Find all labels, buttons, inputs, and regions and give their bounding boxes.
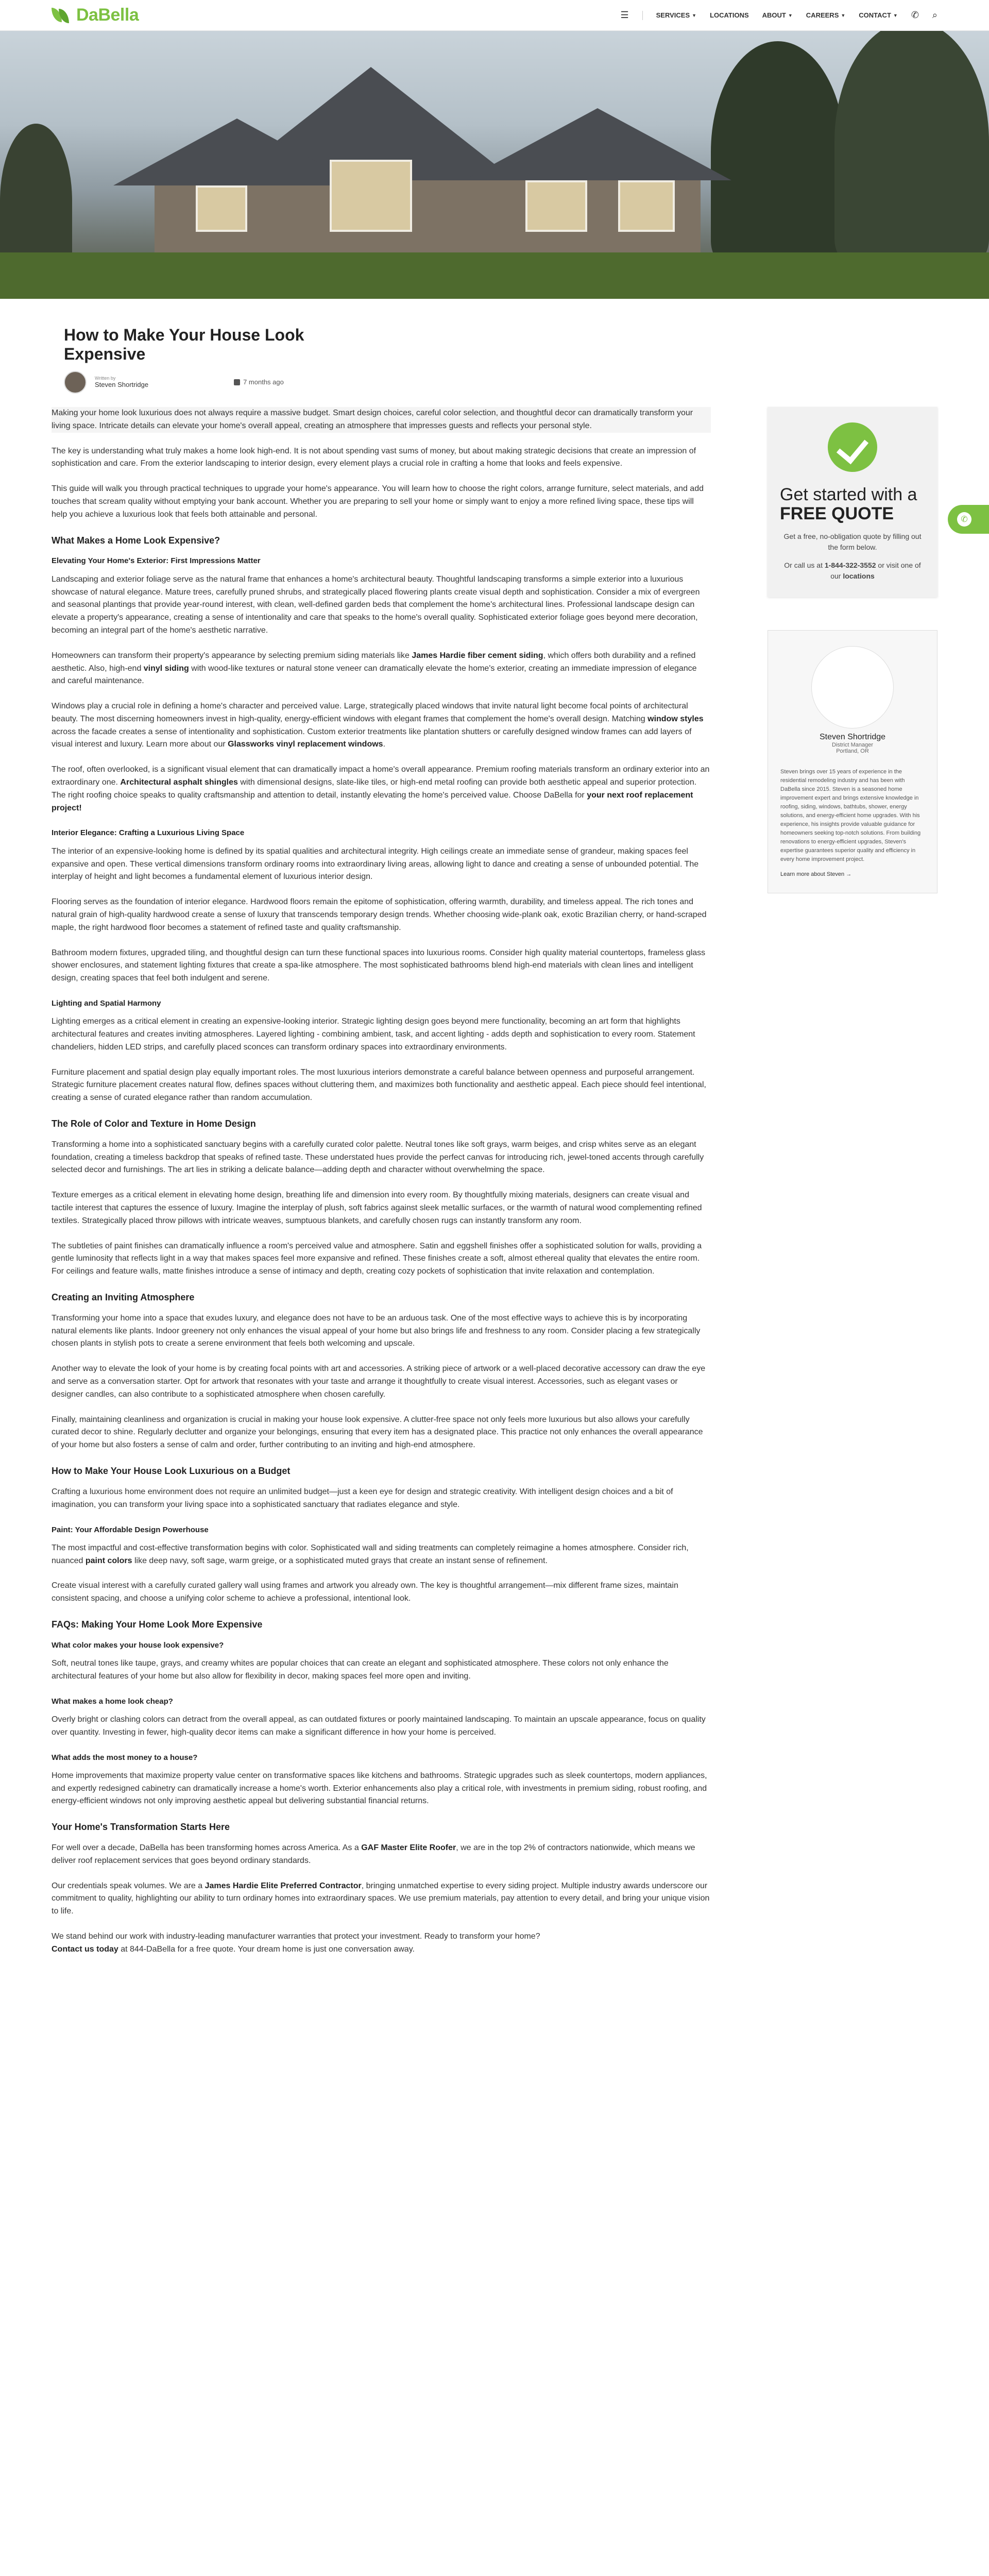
paragraph: Another way to elevate the look of your home is by creating focal points with art and accessories. A striking piece of artwork or a well-placed decorative accessory can draw the eye and serve as a conversation starter. Opt for artwork that resonates with your taste and arrange it thoughtfully to create visual interest. Accessories, such as elegant vases or designer candles, can also contribute to a sophisticated atmosphere when chosen carefully. [52,1364,706,1399]
section-heading: Creating an Inviting Atmosphere [52,1292,195,1302]
page-title: How to Make Your House Look Expensive [64,326,304,363]
text: The roof, often overlooked, is a significant visual element that can dramatically impact a home's overall appearance. Premium roofing materials transform an ordinary exterior into an extraordinary one. [52,765,710,787]
author-bio: Steven brings over 15 years of experience in the residential remodeling industry and has been with DaBella since 2015. Steven is a seasoned home improvement expert and brings extensive knowledge in roofing, siding, windows, bathtubs, shower, energy solutions, and energy-efficient home upgrades. With his experience, his insights provide valuable guidance for homeowners seeking top-notch solutions. From building renovations to energy-efficient upgrades, Steven's expertise guarantees superior quality and efficiency in every home improvement project. [780,768,921,863]
written-by-label: Written by [95,376,116,381]
contact-us-link[interactable]: Contact us today [52,1944,118,1954]
author-photo [811,646,894,728]
paragraph: The interior of an expensive-looking home is defined by its spatial qualities and architectural integrity. High ceilings create an immediate sense of grandeur, making spaces feel expansive and open. These vertical dimensions transform ordinary rooms into extraordinary living areas, allowing light to dance and creating a sense of unbounded potential. The interplay of height and light becomes a fundamental element of luxurious interior design. [52,846,699,882]
paragraph [52,700,711,751]
post-date [234,378,284,386]
nav-label: ABOUT [762,11,786,19]
paragraph: Flooring serves as the foundation of interior elegance. Hardwood floors remain the epitome of sophistication, offering warmth, durability, and timeless appeal. The rich tones and natural grain of high-quality hardwood create a sense of luxury that transcends temporary design trends. Whether choosing wide-plank oak, exotic Brazilian cherry, or hand-scraped maple, the right hardwood floor becomes a statement of refined taste and quality craftsmanship. [52,897,707,932]
paragraph: Crafting a luxurious home environment does not require an unlimited budget—just a keen eye for design and strategic creativity. With intelligent design choices and a bit of imagination, you can transform your living space into a sophisticated sanctuary that radiates elegance and style. [52,1487,673,1509]
vinyl-siding-link[interactable]: vinyl siding [143,664,189,673]
section-heading: FAQs: Making Your Home Look More Expensive [52,1619,263,1630]
paragraph [52,1930,711,1956]
section-heading: How to Make Your House Look Luxurious on a Budget [52,1466,291,1477]
post-meta [64,371,389,394]
text: with dimensional designs, slate-like tiles, or high-end metal roofing can provide both aesthetic appeal and superior protection. The right roofing choice speaks to quality craftsmanship and attention to detail, instantly elevating the home's perceived value. Choose DaBella for [52,778,697,800]
tree-shape [834,31,989,263]
main-nav [620,10,937,21]
quote-strong: FREE QUOTE [780,504,894,524]
locations-link[interactable]: locations [843,571,875,580]
paragraph: The subtleties of paint finishes can dramatically influence a room's perceived value and atmosphere. Satin and eggshell finishes offer a sophisticated solution for walls, providing a gentle luminosity that reflects light in a way that makes spaces feel more expansive and refined. These finishes create a soft, almost ethereal quality that elevates the entire room. For ceilings and feature walls, matte finishes introduce a sense of intimacy and depth, creating cozy pockets of sophistication that invite relaxation and contemplation. [52,1241,702,1276]
hardie-siding-link[interactable]: James Hardie fiber cement siding [412,651,543,660]
site-header [0,0,989,31]
text: with wood-like textures or natural stone veneer can dramatically elevate the home's exterior, creating an immediate impression of elegance and careful maintenance. [52,664,697,686]
text: For well over a decade, DaBella has been transforming homes across America. As a [52,1843,362,1853]
nav-locations[interactable] [710,11,749,19]
paragraph [52,650,711,688]
paragraph [52,764,711,815]
section-heading: The Role of Color and Texture in Home Design [52,1118,256,1129]
quote-title [780,485,925,524]
quote-call [780,560,925,582]
sidebar [768,407,937,893]
nav-careers[interactable] [806,11,846,19]
logo[interactable] [52,5,139,25]
search-icon[interactable]: ⌕ [932,10,937,20]
phone-icon: ✆ [957,512,971,527]
chevron-down-icon: ▼ [692,12,697,18]
checkmark-icon [828,422,877,472]
house-window [196,185,247,232]
author-location: Portland, OR [836,748,869,754]
hardie-elite-link[interactable]: James Hardie Elite Preferred Contractor [204,1881,362,1890]
text: Our credentials speak volumes. We are a [52,1881,205,1890]
paragraph: Bathroom modern fixtures, upgraded tiling, and thoughtful design can turn these functional spaces into luxurious rooms. Consider high quality material countertops, frameless glass shower enclosures, and statement lighting fixtures that create a spa-like atmosphere. The most sophisticated bathrooms blend high-end materials with clean lines and intelligent design, creating spaces that feel both indulgent and serene. [52,948,706,983]
nav-label: LOCATIONS [710,11,749,19]
text: at 844-DaBella for a free quote. Your dream home is just one conversation away. [118,1944,415,1954]
paragraph: Transforming a home into a sophisticated sanctuary begins with a carefully curated color palette. Neutral tones like soft grays, warm beiges, and crisp whites serve as an elegant foundation, creating a timeless backdrop that speaks of refined taste. These understated hues provide the perfect canvas for introducing rich, jewel-toned accents through carefully selected decor and furnishings. The art lies in striking a delicate balance—adding depth and character without overwhelming the space. [52,1140,704,1175]
nav-label: SERVICES [656,11,690,19]
text: . [383,740,386,749]
nav-label: CAREERS [806,11,839,19]
text: We stand behind our work with industry-leading manufacturer warranties that protect your investment. Ready to transform your home? [52,1932,540,1941]
faq-answer: Home improvements that maximize property value center on transformative spaces like kitchens and bathrooms. Strategic upgrades such as sleek countertops, modern appliances, and expertly redesigned cabinetry can dramatically increase a home's worth. Exterior enhancements also play a critical role, with investments in premium siding, robust roofing, and energy-efficient windows not only improving aesthetic appeal but delivering substantial financial returns. [52,1771,707,1806]
menu-icon[interactable]: ☰ [620,10,629,20]
nav-divider [642,11,643,20]
paragraph: Transforming your home into a space that exudes luxury, and elegance does not have to be an arduous task. One of the most effective ways to achieve this is by incorporating natural elements like plants. Indoor greenery not only enhances the visual appeal of your home but also brings life and freshness to any room. Consider placing a few strategically chosen plants in stylish pots to create a serene environment that feels both welcoming and upscale. [52,1313,701,1348]
paragraph [52,1542,711,1568]
text: across the facade creates a sense of intentionality and sophistication. Custom exterior treatments like plantation shutters or carefully designed window frames can add layers of visual interest and luxury. Learn more about our [52,727,692,749]
paragraph: This guide will walk you through practical techniques to upgrade your home's appearance. You will learn how to choose the right colors, arrange furniture, select materials, and add touches that scream quality without emptying your bank account. Whether you are preparing to sell your home or simply want to enjoy a more refined living space, these tips will help you achieve a luxurious look that feels both attainable and personal. [52,484,704,519]
faq-question: What color makes your house look expensive? [52,1640,224,1650]
text: The most impactful and cost-effective transformation begins with color. Sophisticated wall and siding treatments can completely reimagine a homes atmosphere. Consider rich, nuanced [52,1543,689,1565]
paragraph: Create visual interest with a carefully curated gallery wall using frames and artwork you already own. The key is thoughtful arrangement—mix different frame sizes, maintain consistent spacing, and choose a unifying color scheme to achieve a professional, intentional look. [52,1581,678,1603]
chevron-down-icon: ▼ [893,12,898,18]
house-window [618,180,675,232]
window-styles-link[interactable]: window styles [647,714,704,723]
house-window [330,160,412,232]
author-role: District Manager [831,741,874,748]
chevron-down-icon: ▼ [788,12,793,18]
author-card-name: Steven Shortridge [819,732,886,741]
quote-prefix: Get started with a [780,485,917,504]
post-header [52,307,402,406]
roof-replacement-link[interactable]: your next roof replacement project! [52,790,693,812]
paragraph: Landscaping and exterior foliage serve as the natural frame that enhances a home's architectural beauty. Thoughtful landscaping transforms a simple exterior into a luxurious showcase of natural elegance. Mature trees, carefully pruned shrubs, and strategically placed flowering plants create visual depth and sophistication. Consider a mix of evergreen and seasonal plantings that provide year-round interest, with clean, well-defined garden beds that complement the home's architectural lines. Professional landscape design can elevate a property's appearance, creating a sense of intentionality and care that speaks to the home's overall quality. Sophisticated exterior foliage goes beyond mere decoration, becoming an integral part of the home's aesthetic narrative. [52,574,700,635]
faq-answer: Soft, neutral tones like taupe, grays, and creamy whites are popular choices that can create an elegant and sophisticated atmosphere. These colors not only enhance the architectural features of your home but also allow for flexibility in decor, making spaces feel more open and inviting. [52,1659,669,1681]
logo-text: DaBella [76,5,139,25]
quote-card [768,407,937,597]
subsection-heading: Lighting and Spatial Harmony [52,998,161,1008]
tree-shape [711,41,845,263]
text: , bringing unmatched expertise to every siding project. Multiple industry awards underscore our commitment to quality, highlighting our ability to turn ordinary homes into extraordinary spaces. We use premium materials, pay attention to every detail, and bring your unique vision to life. [52,1881,710,1916]
article-body [52,407,711,1956]
author-name[interactable]: Steven Shortridge [95,381,149,389]
paragraph: Furniture placement and spatial design play equally important roles. The most luxurious interiors demonstrate a careful balance between openness and purposeful arrangement. Strategic furniture placement creates natural flow, defines spaces without cluttering them, and maximizes both functionality and aesthetic appeal. Each piece should feel intentional, creating a sense of curated elegance rather than random accumulation. [52,1067,706,1103]
paragraph: Texture emerges as a critical element in elevating home design, breathing life and dimension into every room. By thoughtfully mixing materials, designers can create visual and tactile interest that captures the essence of luxury. Imagine the interplay of plush, soft fabrics against sleek metallic surfaces, or the warmth of natural wood complementing refined textiles. Strategically placed throw pillows with intricate weaves, sumptuous blankets, and carefully chosen rugs can instantly transform any room. [52,1191,702,1225]
date-label: 7 months ago [243,378,284,386]
text: , we are in the top 2% of contractors nationwide, which means we deliver roof replacement services that goes beyond ordinary standards. [52,1843,695,1865]
calendar-icon [234,379,240,385]
author-link[interactable]: Learn more about Steven → [780,871,852,878]
leaf-logo-icon [52,8,72,23]
paragraph: Lighting emerges as a critical element in creating an expensive-looking interior. Strategic lighting design goes beyond mere functionality, becoming an art form that highlights architectural features and creates inviting atmospheres. Layered lighting - combining ambient, task, and accent lighting - adds depth and sophistication to every room. Statement chandeliers, hidden LED strips, and carefully placed sconces can transform ordinary spaces into extraordinary environments. [52,1017,695,1052]
gaf-link[interactable]: GAF Master Elite Roofer [361,1843,456,1853]
quote-text: Get a free, no-obligation quote by filling out the form below. [783,532,922,551]
paint-colors-link[interactable]: paint colors [85,1556,132,1565]
asphalt-shingles-link[interactable]: Architectural asphalt shingles [120,778,238,787]
text: Windows play a crucial role in defining a home's character and perceived value. Large, strategically placed windows that invite natural light become focal points of architectural beauty. The most discerning homeowners invest in high-quality, energy-efficient windows with elegant frames that complement the home's overall design. Matching [52,702,688,723]
text: , which offers both durability and a refined aesthetic. Also, high-end [52,651,696,673]
author-card [768,630,937,894]
text: or visit one of our [830,561,921,580]
nav-about[interactable] [762,11,793,19]
faq-answer: Overly bright or clashing colors can detract from the overall appeal, as can outdated fixtures or poorly maintained landscaping. To maintain an upscale appearance, focus on quality over quantity. Investing in fewer, high-quality decor items can make a significant difference in how your home is perceived. [52,1715,706,1737]
house-roof [464,108,731,180]
house-window [525,180,587,232]
paragraph: The key is understanding what truly makes a home look high-end. It is not about spending vast sums of money, but about making strategic decisions that create an impression of sophistication and care. From the exterior landscaping to interior design, every element plays a crucial role in crafting a home that looks and feels expensive. [52,446,696,468]
nav-contact[interactable] [859,11,898,19]
subsection-heading: Paint: Your Affordable Design Powerhouse [52,1525,209,1534]
house-lawn [0,252,989,299]
floating-call-button[interactable] [948,505,989,534]
nav-services[interactable] [656,11,696,19]
author-block [95,376,148,388]
phone-icon[interactable]: ✆ [911,10,919,20]
section-heading: Your Home's Transformation Starts Here [52,1822,230,1833]
paragraph: Making your home look luxurious does not always require a massive budget. Smart design choices, careful color selection, and thoughtful decor can dramatically transform your living space. Intricate details can elevate your home's overall appeal, creating an atmosphere that impresses guests and reflects your personal style. [52,407,711,433]
nav-label: CONTACT [859,11,891,19]
phone-link[interactable]: 1-844-322-3552 [824,561,876,569]
section-heading: What Makes a Home Look Expensive? [52,535,220,546]
subsection-heading: Elevating Your Home's Exterior: First Impressions Matter [52,556,261,566]
avatar [64,371,87,394]
paragraph [52,1842,711,1868]
subsection-heading: Interior Elegance: Crafting a Luxurious Living Space [52,828,245,838]
text: Or call us at [784,561,825,569]
faq-question: What adds the most money to a house? [52,1753,198,1762]
text: like deep navy, soft sage, warm greige, or a sophisticated muted grays that create an instant sense of refinement. [132,1556,548,1565]
hero-image [0,31,989,299]
chevron-down-icon: ▼ [841,12,846,18]
text: Homeowners can transform their property's appearance by selecting premium siding materials like [52,651,412,660]
paragraph [52,1880,711,1918]
glassworks-windows-link[interactable]: Glassworks vinyl replacement windows [228,740,383,749]
faq-question: What makes a home look cheap? [52,1697,173,1706]
paragraph: Finally, maintaining cleanliness and organization is crucial in making your house look expensive. A clutter-free space not only feels more luxurious but also allows your carefully curated decor to shine. Regularly declutter and organize your belongings, ensuring that every item has a designated place. This practice not only enhances the overall appearance of your home but also fosters a sense of calm and order, further contributing to an inviting and high-end atmosphere. [52,1415,703,1450]
